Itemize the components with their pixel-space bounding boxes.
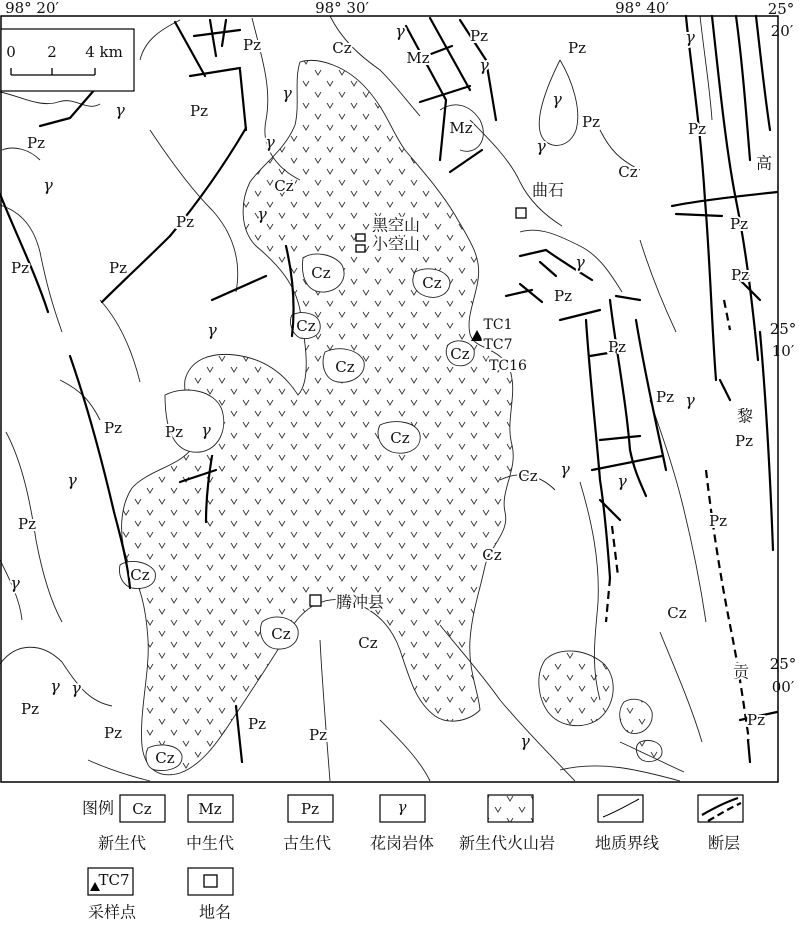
paleozoic-label: Pz xyxy=(248,715,266,733)
legend-mz-label: 中生代 xyxy=(185,833,235,853)
paleozoic-label: Pz xyxy=(688,120,706,138)
granite-label: γ xyxy=(520,731,530,751)
granite-label: γ xyxy=(43,175,53,195)
paleozoic-label: Pz xyxy=(104,419,122,437)
latitude-minute-label: 00′ xyxy=(771,678,795,696)
cenozoic-label: Cz xyxy=(296,317,316,335)
latitude-degree-label: 25° xyxy=(769,320,797,338)
sample-point-label: TC16 xyxy=(489,358,527,374)
legend-mz-code: Mz xyxy=(198,800,222,818)
place-square-icon xyxy=(356,234,365,241)
paleozoic-label: Pz xyxy=(730,215,748,233)
granite-label: γ xyxy=(50,676,60,696)
longitude-label: 98° 30′ xyxy=(315,0,369,17)
paleozoic-label: Pz xyxy=(243,36,261,54)
cenozoic-label: Cz xyxy=(274,177,294,195)
paleozoic-label: Pz xyxy=(18,515,36,533)
granite-label: γ xyxy=(575,252,585,272)
latitude-minute-label: 10′ xyxy=(771,342,795,360)
paleozoic-label: Pz xyxy=(176,213,194,231)
granite-label: γ xyxy=(207,320,217,340)
cenozoic-label: Cz xyxy=(618,163,638,181)
longitude-label: 98° 20′ xyxy=(5,0,59,17)
legend-place-label: 地名 xyxy=(198,902,232,922)
granite-label: γ xyxy=(617,471,627,491)
legend-pz-label: 古生代 xyxy=(282,833,332,853)
granite-label: γ xyxy=(685,390,695,410)
cenozoic-label: Cz xyxy=(390,429,410,447)
volcanic-rock-area xyxy=(539,651,613,726)
legend-granite-label: 花岗岩体 xyxy=(369,833,435,853)
place-square-icon xyxy=(310,595,321,606)
cenozoic-label: Cz xyxy=(482,546,502,564)
paleozoic-label: Pz xyxy=(735,432,753,450)
place-name-label: 曲石 xyxy=(531,180,565,200)
granite-label: γ xyxy=(71,678,81,698)
latitude-degree-label: 25° xyxy=(767,0,795,18)
granite-label: γ xyxy=(552,89,562,109)
granite-label: γ xyxy=(10,573,20,593)
legend-boundary-label: 地质界线 xyxy=(594,833,660,853)
cenozoic-label: Cz xyxy=(450,345,470,363)
paleozoic-label: Pz xyxy=(731,266,749,284)
latitude-minute-label: 20′ xyxy=(770,22,794,40)
granite-label: γ xyxy=(282,83,292,103)
paleozoic-label: Pz xyxy=(554,287,572,305)
volcanic-rock-area xyxy=(620,699,652,733)
cenozoic-label: Cz xyxy=(130,566,150,584)
scale-tick-label: 0 xyxy=(6,43,16,61)
granite-label: γ xyxy=(257,204,267,224)
legend-cz-label: 新生代 xyxy=(97,833,147,853)
cenozoic-label: Cz xyxy=(155,749,175,767)
sample-point-label: TC1 xyxy=(483,317,513,333)
granite-label: γ xyxy=(685,27,695,47)
place-name-label: 黑空山 xyxy=(371,215,421,235)
scale-tick-label: 4 km xyxy=(85,43,123,61)
sample-point-label: TC7 xyxy=(483,337,513,353)
place-name-label: 高 xyxy=(755,153,773,173)
paleozoic-label: Pz xyxy=(608,338,626,356)
legend-title: 图例 xyxy=(81,798,115,818)
granite-label: γ xyxy=(67,470,77,490)
square-icon xyxy=(204,875,217,887)
place-square-icon xyxy=(356,245,365,252)
cenozoic-label: Cz xyxy=(332,39,352,57)
latitude-degree-label: 25° xyxy=(769,655,797,673)
place-name-label: 黎 xyxy=(736,406,754,426)
granite-label: γ xyxy=(479,55,489,75)
paleozoic-label: Pz xyxy=(11,259,29,277)
paleozoic-label: Pz xyxy=(309,726,327,744)
place-name-label: 腾冲县 xyxy=(335,592,385,612)
cenozoic-label: Cz xyxy=(358,634,378,652)
mesozoic-label: Mz xyxy=(406,49,430,67)
cenozoic-label: Cz xyxy=(335,358,355,376)
legend-sample-code: TC7 xyxy=(98,871,130,889)
place-name-label: 贡 xyxy=(732,662,750,682)
paleozoic-label: Pz xyxy=(470,27,488,45)
paleozoic-label: Pz xyxy=(21,700,39,718)
paleozoic-label: Pz xyxy=(709,512,727,530)
cenozoic-label: Cz xyxy=(311,264,331,282)
cenozoic-label: Cz xyxy=(422,274,442,292)
legend-sample-label: 采样点 xyxy=(87,902,137,922)
mesozoic-label: Mz xyxy=(449,119,473,137)
paleozoic-label: Pz xyxy=(109,259,127,277)
cenozoic-label: Cz xyxy=(271,625,291,643)
granite-label: γ xyxy=(536,136,546,156)
legend-granite-code: γ xyxy=(397,798,407,816)
scale-tick-label: 2 xyxy=(47,43,57,61)
legend-fault-label: 断层 xyxy=(707,833,741,853)
longitude-label: 98° 40′ xyxy=(615,0,669,17)
granite-label: γ xyxy=(201,420,211,440)
cenozoic-label: Cz xyxy=(667,604,687,622)
granite-label: γ xyxy=(265,132,275,152)
paleozoic-label: Pz xyxy=(568,39,586,57)
paleozoic-label: Pz xyxy=(27,134,45,152)
legend-pz-code: Pz xyxy=(301,800,319,818)
legend-volcanic-label: 新生代火山岩 xyxy=(458,833,556,853)
paleozoic-label: Pz xyxy=(104,724,122,742)
granite-label: γ xyxy=(395,21,405,41)
place-square-icon xyxy=(516,208,526,218)
scale-bar xyxy=(1,29,134,91)
paleozoic-label: Pz xyxy=(582,113,600,131)
volcanic-pattern-icon xyxy=(488,795,533,822)
paleozoic-label: Pz xyxy=(190,102,208,120)
place-name-label: 小空山 xyxy=(371,234,421,254)
cenozoic-label: Cz xyxy=(518,467,538,485)
paleozoic-label: Pz xyxy=(656,388,674,406)
granite-label: γ xyxy=(560,459,570,479)
granite-label: γ xyxy=(115,100,125,120)
legend-cz-code: Cz xyxy=(132,800,152,818)
paleozoic-label: Pz xyxy=(747,711,765,729)
paleozoic-label: Pz xyxy=(165,423,183,441)
